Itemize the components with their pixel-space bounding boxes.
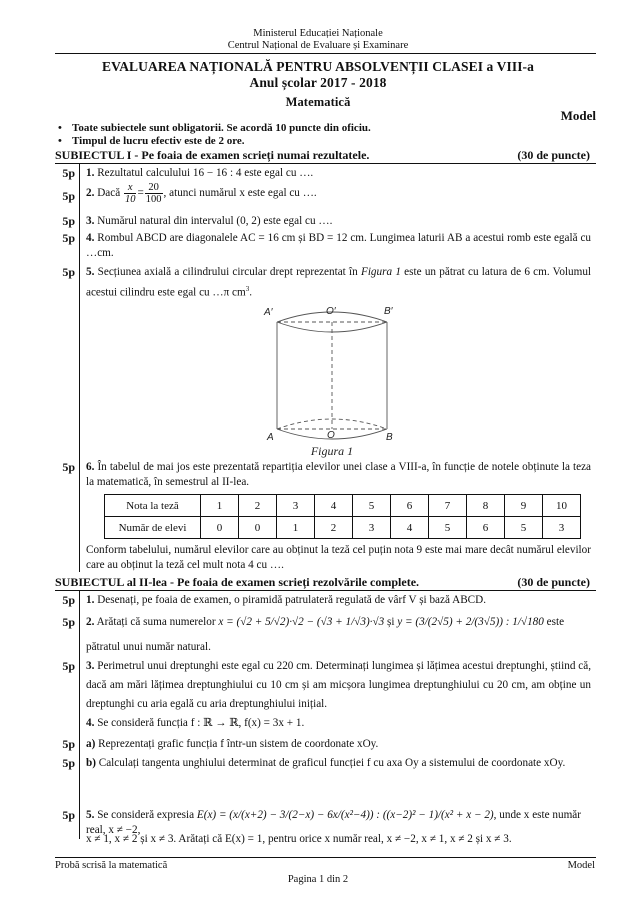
item-text: Calculați tangenta unghiului determinat de graficul funcției f cu axa Oy a sistemului de coordonate xOy. [98, 757, 566, 769]
item-points: 5p [62, 231, 75, 245]
table-cell: 0 [201, 517, 239, 539]
item-text: , atunci numărul x este egal cu …. [163, 187, 317, 200]
fraction-numerator: 20 [145, 182, 163, 194]
item-points: 5p [62, 756, 75, 770]
item-points: 5p [62, 189, 75, 203]
instruction-1: • Toate subiectele sunt obligatorii. Se acordă 10 puncte din oficiu. [58, 122, 371, 134]
item-number: 3. [86, 215, 95, 227]
math-expression-x: x = (√2 + 5/√2)·√2 − (√3 + 1/√3)·√3 [218, 616, 385, 628]
subject-name: Matematică [285, 95, 351, 109]
item-points: 5p [62, 659, 75, 673]
item-text: și [387, 616, 395, 628]
table-cell: 3 [353, 517, 391, 539]
exponent: 3 [245, 285, 250, 293]
table-cell: 9 [505, 495, 543, 517]
table-cell: 4 [391, 517, 429, 539]
item-text: . [249, 286, 253, 299]
item-text: , unde x este număr real, x ≠ −2, [86, 809, 581, 836]
item-number: 4. [86, 232, 95, 244]
footer-rule [55, 857, 596, 858]
school-year: Anul școlar 2017 - 2018 [249, 75, 387, 90]
item-text: În tabelul de mai jos este prezentată repartiția elevilor unei clase a VIII-a, în funcție de notele obținute la teza la matematică, în semestrul al II-lea. [86, 461, 592, 488]
section-2-header [55, 575, 596, 590]
item-text: Rezultatul calculului 16 − 16 : 4 este egal cu …. [97, 167, 314, 179]
table-cell: 3 [543, 517, 581, 539]
item-number: 1. [86, 594, 95, 606]
item-points: 5p [62, 166, 75, 180]
page-number: Pagina 1 din 2 [287, 874, 349, 885]
item-number: 1. [86, 167, 95, 179]
section-2-margin-line [79, 591, 80, 839]
table-cell: 7 [429, 495, 467, 517]
section-2-title: SUBIECTUL al II-lea - Pe foaia de examen scrieți rezolvările complete. [55, 575, 420, 589]
table-cell: 3 [277, 495, 315, 517]
instruction-text: Toate subiectele sunt obligatorii. Se acordă 10 puncte din oficiu. [72, 122, 371, 134]
item-number: 6. [86, 461, 95, 473]
section-1-rule [55, 163, 596, 164]
instruction-text: Timpul de lucru efectiv este de 2 ore. [72, 135, 245, 147]
cylinder-figure [260, 300, 410, 460]
item-text: Desenați, pe foaia de examen, o piramidă patrulateră regulată de vârf V și bază ABCD. [97, 594, 487, 606]
item-points: 5p [62, 808, 75, 822]
table-cell: 6 [467, 517, 505, 539]
item-number: 2. [86, 187, 95, 200]
item-points: 5p [62, 615, 75, 629]
item-text: Arătați că suma numerelor [96, 616, 216, 628]
label-o-prime: O′ [326, 306, 336, 317]
section-1-points: (30 de puncte) [517, 148, 590, 162]
table-cell: 4 [315, 495, 353, 517]
exam-title: EVALUAREA NAȚIONALĂ PENTRU ABSOLVENȚII CLASEI a VIII-a [101, 59, 534, 74]
fraction-numerator: x [124, 182, 137, 194]
item-points: 5p [62, 265, 75, 279]
item-points: 5p [62, 737, 75, 751]
section-2-rule [55, 590, 596, 591]
item-number: 5. [86, 809, 95, 821]
table-cell: 0 [239, 517, 277, 539]
fraction-denominator: 10 [124, 194, 136, 205]
table-row [105, 495, 581, 517]
table-cell: 10 [543, 495, 581, 517]
item-number: b) [86, 757, 96, 769]
center-name: Centrul Național de Evaluare și Examinare [227, 40, 409, 51]
item-text: Reprezentați grafic funcția f într-un sistem de coordonate xOy. [98, 738, 379, 750]
section-2-points: (30 de puncte) [517, 575, 590, 589]
table-row [105, 517, 581, 539]
item-number: 3. [86, 660, 95, 672]
section-1-title: SUBIECTUL I - Pe foaia de examen scrieți numai rezultatele. [55, 148, 370, 162]
ministry-name: Ministerul Educației Naționale [253, 28, 383, 39]
item-points: 5p [62, 593, 75, 607]
table-cell: 1 [201, 495, 239, 517]
table-cell: 8 [467, 495, 505, 517]
item-text: Se consideră expresia [97, 809, 195, 821]
item-number: a) [86, 738, 96, 750]
item-number: 2. [86, 616, 95, 628]
figure-caption: Figura 1 [310, 444, 354, 458]
table-cell: 6 [391, 495, 429, 517]
equals-sign: = [137, 187, 144, 200]
grades-table [104, 494, 581, 539]
item-text: Rombul ABCD are diagonalele AC = 16 cm și BD = 12 cm. Lungimea laturii AB a acestui romb este egală cu …cm. [86, 232, 592, 259]
math-expression-e: E(x) = (x/(x+2) − 3/(2−x) − 6x/(x²−4)) : ((x−2)² − 1)/(x² + x − 2) [196, 809, 494, 821]
fraction-denominator: 100 [145, 194, 162, 205]
table-cell: 2 [239, 495, 277, 517]
item-text: Secțiunea axială a cilindrului circular drept reprezentat în [97, 266, 361, 278]
item-points: 5p [62, 460, 75, 474]
item-text: Conform tabelului, numărul elevilor care au obținut la teză cel puțin nota 9 este mai mare decât numărul elevilor care au obținut la teză cel mult nota 4 cu …. [86, 544, 591, 571]
table-cell: 5 [429, 517, 467, 539]
item-number: 5. [86, 266, 95, 278]
table-cell: 5 [505, 517, 543, 539]
table-cell: 1 [277, 517, 315, 539]
item-text: Dacă [97, 187, 121, 200]
item-text: Numărul natural din intervalul (0, 2) este egal cu …. [97, 215, 333, 227]
section-1-header [55, 148, 596, 163]
item-text: este [546, 616, 565, 628]
figure-reference: Figura 1 [360, 266, 401, 278]
math-expression-y: y = (3/(2√5) + 2/(3√5)) : 1/√180 [397, 616, 544, 628]
item-number: 4. [86, 717, 95, 729]
table-row-header: Număr de elevi [105, 517, 201, 539]
item-text: este un pătrat cu latura de 6 cm. Volumul acestui cilindru este egal cu …π cm [86, 266, 592, 299]
footer-left: Probă scrisă la matematică [55, 860, 168, 871]
label-o: O [327, 430, 335, 441]
item-points: 5p [62, 214, 75, 228]
label-a-prime: A′ [264, 307, 273, 318]
instruction-2: • Timpul de lucru efectiv este de 2 ore. [58, 135, 245, 147]
item-text: pătratul unui număr natural. [86, 641, 211, 653]
label-b-prime: B′ [384, 306, 393, 317]
footer-right: Model [567, 860, 595, 871]
header-rule [55, 53, 596, 54]
item-text: Perimetrul unui dreptunghi este egal cu 220 cm. Determinați lungimea și lățimea acestui dreptunghi, știind că, dacă am mări lățimea dreptunghiului cu 10 cm și am micșora lungimea dreptunghiului cu 20 cm, am obține un dreptunghi cu aria egală cu aria dreptunghiului inițial. [86, 660, 591, 710]
model-label: Model [560, 108, 596, 123]
label-b: B [386, 432, 393, 443]
table-cell: 2 [315, 517, 353, 539]
table-cell: 5 [353, 495, 391, 517]
item-text: x ≠ 1, x ≠ 2 și x ≠ 3. Arătați că E(x) = 1, pentru orice x număr real, x ≠ −2, x ≠ 1, x ≠ 2 și x ≠ 3. [86, 833, 512, 845]
label-a: A [267, 432, 274, 443]
table-row-header: Nota la teză [105, 495, 201, 517]
section-1-margin-line [79, 164, 80, 572]
item-text: Se consideră funcția f : ℝ → ℝ, f(x) = 3x + 1. [97, 717, 305, 729]
